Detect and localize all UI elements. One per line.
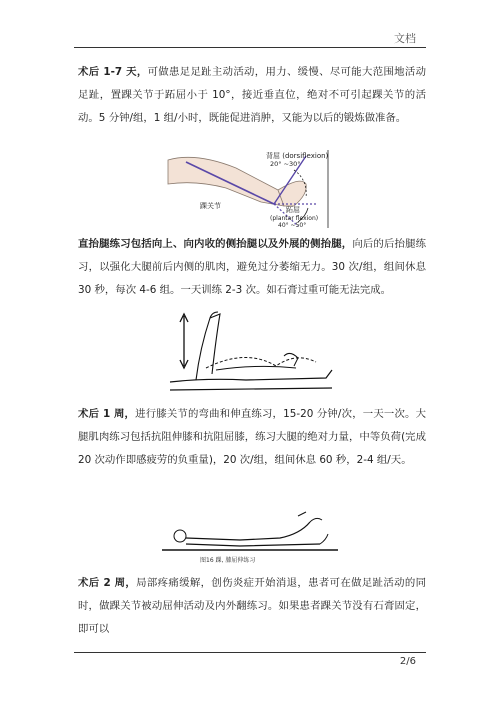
raised-foot-3	[310, 518, 322, 522]
plantar-range: 40° ~50°	[278, 222, 307, 229]
lying-exercise-figure	[160, 508, 340, 568]
footer-rule	[74, 652, 426, 653]
foot-shape	[278, 181, 306, 206]
head-shape	[174, 530, 186, 542]
plantar-en: (plantar flexion)	[270, 215, 319, 222]
paragraph-1-lead: 术后 1-7 天，	[78, 66, 148, 78]
lower-leg-line	[170, 370, 332, 382]
dorsi-label: 背屈 (dorsiflexion)	[266, 152, 329, 160]
paragraph-3	[78, 403, 426, 472]
paragraph-1-text: 可做患足足趾主动活动，用力、缓慢、尽可能大范围地活动足趾，置踝关节于跖屈小于 10°，接近垂直位，绝对不可引起踝关节的活动。5 分钟/组，1 组/小时，既能促进消肿，又能为以后的锻炼做准备。	[78, 66, 426, 124]
page-number: 2/6	[399, 656, 416, 667]
motion-mark	[298, 512, 306, 516]
header-label: 文档	[394, 32, 416, 45]
paragraph-4-lead: 术后 2 周，	[78, 577, 137, 589]
paragraph-4	[78, 572, 426, 641]
paragraph-2-text: 向后的后抬腿练习，以强化大腿前后内侧的肌肉，避免过分萎缩无力。30 次/组，组间休息 30 秒，每次 4-6 组。一天训练 2-3 次。如石膏过重可能无法完成。	[78, 238, 427, 296]
knee-line	[216, 366, 296, 370]
header-rule	[74, 47, 426, 48]
paragraph-4-text: 局部疼痛缓解，创伤炎症开始消退，患者可在做足趾活动的同时，做踝关节被动屈伸活动及内外翻练习。如果患者踝关节没有石膏固定，即可以	[78, 577, 426, 635]
resting-foot	[320, 534, 328, 544]
ankle-flexion-figure	[166, 150, 336, 230]
knee-bend	[284, 353, 298, 366]
body-line-lower	[186, 544, 320, 546]
body-line	[186, 522, 310, 540]
paragraph-2	[78, 233, 426, 302]
paragraph-1	[78, 61, 426, 130]
plantar-label: 跖屈	[286, 206, 300, 214]
joint-label: 踝关节	[200, 202, 221, 210]
paragraph-2-lead: 直抬腿练习包括向上、向内收的侧抬腿以及外展的侧抬腿，	[78, 238, 353, 250]
dorsi-range: 20° ~30°	[270, 160, 301, 168]
paragraph-3-text: 进行膝关节的弯曲和伸直练习，15-20 分钟/次，一天一次。大腿肌肉练习包括抗阻伸膝和抗阻屈膝，练习大腿的绝对力量，中等负荷(完成 20 次动作即感疲劳的负重量)，20 次/组，组间休息 60 秒，2-4 组/天。	[78, 408, 427, 466]
figure-caption: 图16 踝, 膝屈伸练习	[200, 557, 256, 564]
floor-line	[170, 388, 332, 390]
leg-raise-figure	[166, 308, 336, 393]
paragraph-3-lead: 术后 1 周，	[78, 408, 136, 420]
